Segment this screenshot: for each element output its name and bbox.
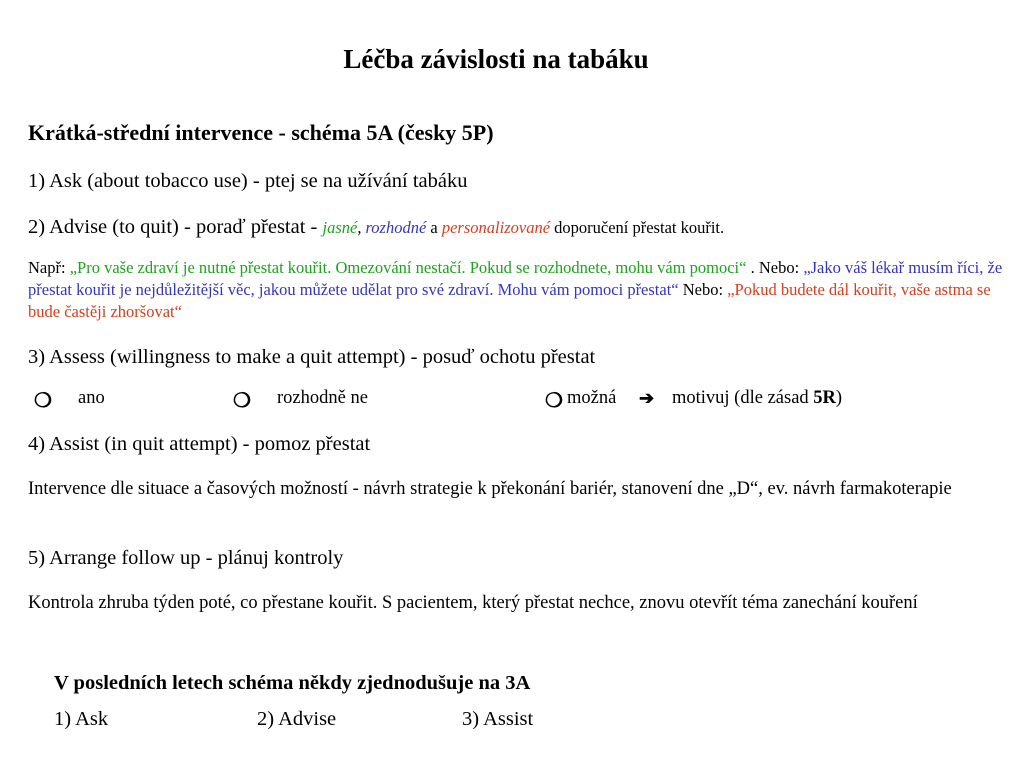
example-quotes bbox=[28, 257, 1003, 323]
example-napr: Např: bbox=[28, 258, 70, 277]
step-2 bbox=[28, 216, 1003, 239]
step-2-suffix: doporučení přestat kouřit. bbox=[550, 218, 725, 237]
word-jasne: jasné bbox=[322, 218, 358, 237]
motivuj-prefix: motivuj (dle zásad bbox=[672, 388, 814, 408]
circle-bullet-icon: ❍ bbox=[34, 390, 52, 412]
circle-bullet-icon: ❍ bbox=[233, 390, 251, 412]
option-motivuj bbox=[672, 388, 842, 409]
option-mozna: možná bbox=[567, 388, 617, 408]
word-a: a bbox=[426, 218, 442, 237]
assess-options bbox=[28, 388, 1003, 416]
circle-bullet-icon: ❍ bbox=[545, 390, 563, 412]
step-4: 4) Assist (in quit attempt) - pomoz přestat bbox=[28, 433, 371, 455]
step-5-detail: Kontrola zhruba týden poté, co přestane kouřit. S pacientem, který přestat nechce, znovu otevřít téma zanechání kouření bbox=[28, 593, 918, 613]
subtitle: Krátká-střední intervence - schéma 5A (česky 5P) bbox=[28, 120, 494, 145]
step-3a-ask: 1) Ask bbox=[54, 708, 109, 730]
motivuj-5r: 5R bbox=[813, 388, 836, 408]
quote-green: „Pro vaše zdraví je nutné přestat kouřit. Omezování nestačí. Pokud se rozhodnete, mohu vám pomoci“ bbox=[69, 258, 747, 277]
option-ano: ano bbox=[78, 388, 105, 408]
example-nebo-2: Nebo: bbox=[678, 280, 728, 299]
step-1: 1) Ask (about tobacco use) - ptej se na užívání tabáku bbox=[28, 170, 468, 192]
step-2-prefix: 2) Advise (to quit) - poraď přestat - bbox=[28, 216, 323, 238]
step-3a-advise: 2) Advise bbox=[257, 708, 337, 730]
quote-blue: „Jako váš lékař musím říci, že přestat kouřit je nejdůležitější věc, jakou můžete udělat pro své zdraví. Mohu vám pomoci přestat“ bbox=[28, 258, 1003, 299]
arrow-right-icon: ➔ bbox=[639, 388, 655, 408]
title-text: Léčba závislosti na tabáku bbox=[343, 44, 649, 74]
step-4-detail: Intervence dle situace a časových možností - návrh strategie k překonání bariér, stanovení dne „D“, ev. návrh farmakoterapie bbox=[28, 479, 952, 499]
quote-red: „Pokud budete dál kouřit, vaše astma se bude častěji zhoršovat“ bbox=[28, 280, 991, 321]
slide-title bbox=[0, 44, 996, 75]
step-3: 3) Assess (willingness to make a quit attempt) - posuď ochotu přestat bbox=[28, 346, 596, 368]
step-3a-assist: 3) Assist bbox=[462, 708, 534, 730]
option-rozhodne-ne: rozhodně ne bbox=[277, 388, 368, 408]
motivuj-suffix: ) bbox=[835, 388, 843, 408]
summary-heading: V posledních letech schéma někdy zjednodušuje na 3A bbox=[54, 672, 531, 694]
word-personalizovane: personalizované bbox=[441, 218, 551, 237]
example-nebo-1: . Nebo: bbox=[746, 258, 800, 277]
comma: , bbox=[357, 218, 362, 237]
word-rozhodne: rozhodné bbox=[365, 218, 427, 237]
step-5: 5) Arrange follow up - plánuj kontroly bbox=[28, 547, 344, 569]
